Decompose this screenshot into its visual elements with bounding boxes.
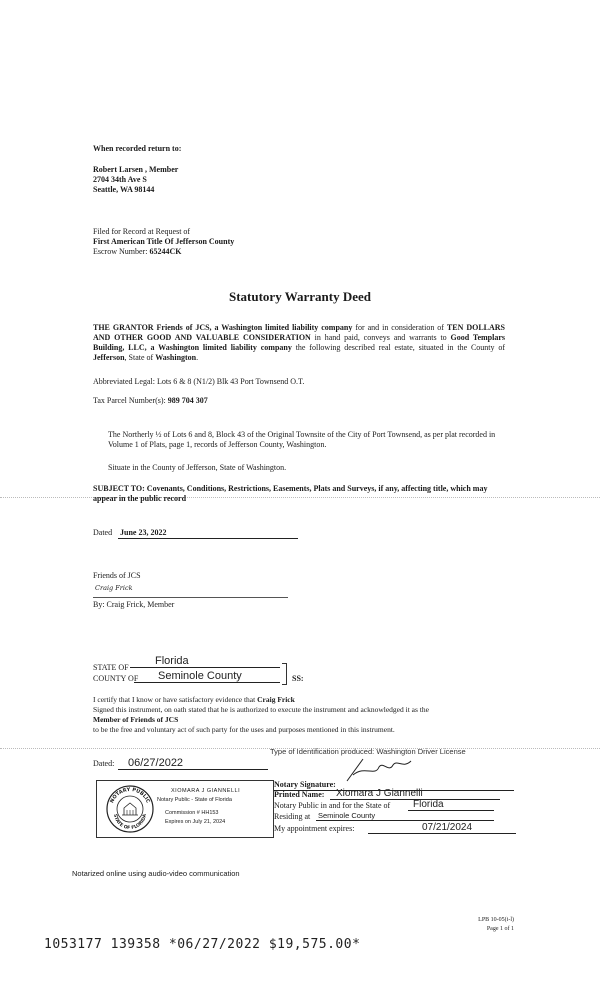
notary-signature-label: Notary Signature: xyxy=(274,780,514,791)
tax-parcel-number: 989 704 307 xyxy=(167,396,208,405)
residing-label: Residing at xyxy=(274,812,311,821)
cert-text-1: I certify that I know or have satisfactory evidence that xyxy=(93,695,258,704)
state-name: Washington xyxy=(155,353,197,362)
grantor-text-1: for and in consideration of xyxy=(352,323,447,332)
return-to-heading: When recorded return to: xyxy=(93,144,182,153)
abbreviated-legal: Abbreviated Legal: Lots 6 & 8 (N1/2) Blk 43 Port Townsend O.T. xyxy=(93,377,305,386)
residing-value: Seminole County xyxy=(316,811,494,821)
entity-name: Friends of JCS xyxy=(93,571,141,580)
seal-expires: Expires on July 21, 2024 xyxy=(165,819,226,825)
dated-value: June 23, 2022 xyxy=(118,528,298,539)
cert-signer: Craig Frick xyxy=(257,695,295,704)
tax-parcel-line xyxy=(93,396,208,406)
subject-to: SUBJECT TO: Covenants, Conditions, Restrictions, Easements, Plats and Surveys, if any, affecting title, which may appear in the public record xyxy=(93,484,488,503)
cert-text-3: to be the free and voluntary act of such party for the uses and purposes mentioned in this instrument. xyxy=(93,725,395,734)
appointment-expires-value: 07/21/2024 xyxy=(368,822,516,834)
cert-text-2: Signed this instrument, on oath stated that he is authorized to execute the instrument and acknowledged it as the xyxy=(93,705,429,714)
notary-public-label: Notary Public in and for the State of xyxy=(274,801,391,810)
by-line: By: Craig Frick, Member xyxy=(93,600,175,609)
notary-dated-label: Dated: xyxy=(93,759,115,768)
notary-public-value: Florida xyxy=(408,799,494,811)
signature-line xyxy=(93,597,288,598)
grantor-text-2: in hand paid, conveys and warrants to xyxy=(310,333,451,342)
county-label: COUNTY OF xyxy=(93,674,139,683)
grantor-text-4: , State of xyxy=(124,353,156,362)
page-number: Page 1 of 1 xyxy=(486,926,514,932)
legal-description: The Northerly ½ of Lots 6 and 8, Block 43 of the Original Townsite of the City of Port Townsend, as per plat recorded in Volume 1 of Plats, page 1, records of Jefferson County, Washington. xyxy=(108,430,496,449)
ss-bracket xyxy=(282,663,287,685)
recording-stamp: 1053177 139358 *06/27/2022 $19,575.00* xyxy=(44,937,361,952)
ss-label: SS: xyxy=(292,674,304,683)
form-code: LPB 10-05(i-l) xyxy=(478,917,514,923)
grantor-name: THE GRANTOR Friends of JCS, a Washington limited liability company xyxy=(93,323,353,332)
seal-ring-bottom: STATE OF FLORIDA xyxy=(111,813,149,832)
id-type: Type of Identification produced: Washington Driver License xyxy=(270,747,466,756)
dated-label: Dated xyxy=(93,528,113,537)
return-to-address2: Seattle, WA 98144 xyxy=(93,185,155,194)
certification xyxy=(93,695,513,735)
return-to-address1: 2704 34th Ave S xyxy=(93,175,147,184)
escrow-label: Escrow Number: xyxy=(93,247,148,256)
state-value: Florida xyxy=(130,655,280,668)
printed-name-value: Xiomara J Giannelli xyxy=(330,788,500,800)
grantor-signature: Craig Frick xyxy=(95,584,133,592)
county-name: Jefferson xyxy=(93,353,125,362)
escrow-number: 65244CK xyxy=(149,247,182,256)
document-title: Statutory Warranty Deed xyxy=(228,289,372,304)
state-label: STATE OF xyxy=(93,663,129,672)
situate-line: Situate in the County of Jefferson, State of Washington. xyxy=(108,463,287,472)
seal-notary-name: XIOMARA J GIANNELLI xyxy=(171,788,241,794)
florida-seal-icon xyxy=(105,784,155,834)
county-value: Seminole County xyxy=(134,670,280,683)
consideration: TEN DOLLARS AND OTHER GOOD AND VALUABLE CONSIDERATION xyxy=(93,323,505,342)
notary-seal xyxy=(96,780,274,838)
seal-commission: Commission # HH153 xyxy=(165,810,219,816)
grantor-text-5: . xyxy=(196,353,199,362)
appointment-expires-label: My appointment expires: xyxy=(274,824,355,833)
return-to-name: Robert Larsen , Member xyxy=(93,165,179,174)
filed-line: Filed for Record at Request of xyxy=(93,227,191,236)
notary-dated-value: 06/27/2022 xyxy=(118,757,268,770)
tax-parcel-label: Tax Parcel Number(s): xyxy=(93,396,166,405)
seal-ring-top: NOTARY PUBLIC xyxy=(109,786,151,805)
printed-name-label: Printed Name: xyxy=(274,790,325,799)
seal-title: Notary Public - State of Florida xyxy=(157,797,232,803)
grantor-text-3: the following described real estate, situated in the County of xyxy=(291,343,505,352)
filed-company: First American Title Of Jefferson County xyxy=(93,237,235,246)
grantee-name: Good Templars Building, LLC, a Washington limited liability company xyxy=(93,333,506,352)
escrow-line xyxy=(93,247,181,257)
cert-capacity: Member of Friends of JCS xyxy=(93,715,179,724)
grantor-paragraph xyxy=(93,323,505,363)
notarized-online: Notarized online using audio-video communication xyxy=(72,869,240,878)
